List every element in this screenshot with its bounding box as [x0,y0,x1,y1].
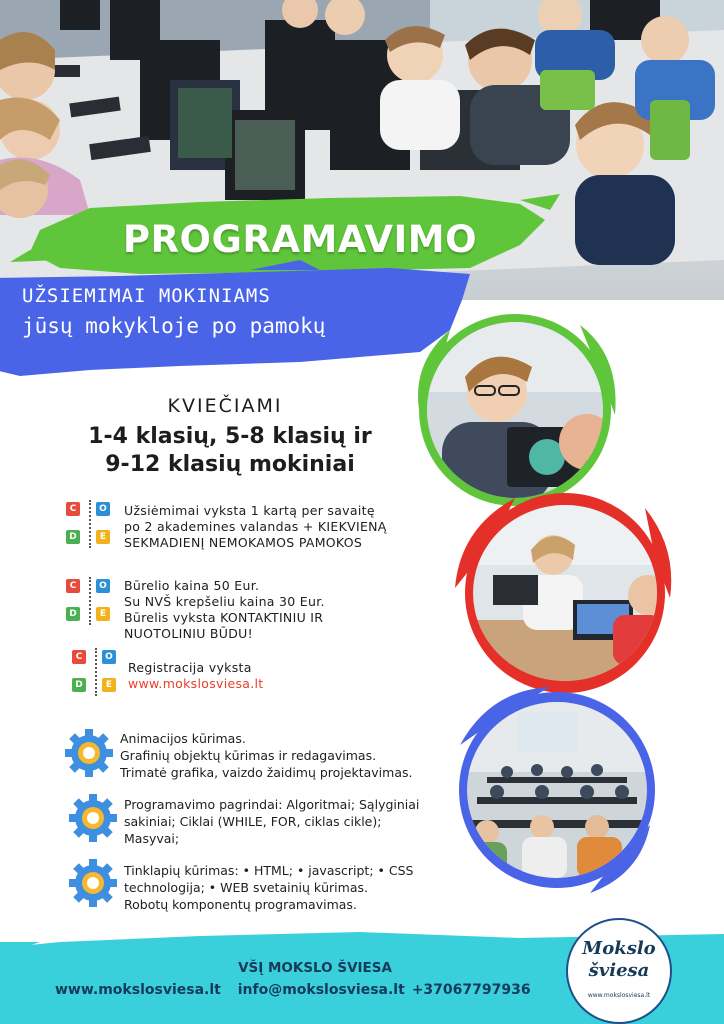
schedule-line: po 2 akademines valandas + KIEKVIENĄ [124,519,387,534]
logo-text-line2: šviesa [588,960,650,981]
code-letter-block-e: E [96,607,110,621]
code-letter-block-c: C [66,579,80,593]
topic-line: technologija; • WEB svetainių kūrimas. [124,880,368,895]
code-letter-block-d: D [66,530,80,544]
code-letter-block-e: E [96,530,110,544]
contact-line [55,982,555,998]
registration-label: Registracija vyksta [128,660,252,675]
topic-line: Robotų komponentų programavimas. [124,897,357,912]
code-letter-block-o: O [96,579,110,593]
code-letter-block-c: C [72,650,86,664]
topic-programming-basics [124,796,454,847]
price-line: NUOTOLINIU BŪDU! [124,626,253,641]
topic-animation [120,730,450,781]
banner-subtitle-line2: jūsų mokykloje po pamokų [22,314,326,338]
photo-boy-laptop [427,322,603,498]
banner-subtitle-line1: UŽSIEMIMAI MOKINIAMS [22,285,271,307]
price-line: Su NVŠ krepšeliu kaina 30 Eur. [124,594,325,609]
photo-girls-laptops [473,505,657,681]
code-letter-block-d: D [72,678,86,692]
logo-text-line1: Mokslo [582,938,656,959]
code-blocks-icon [72,648,120,696]
invite-classes-line1: 1-4 klasių, 5-8 klasių ir [88,424,372,449]
photo-computer-classroom [467,702,647,878]
organization-name: VŠĮ MOKSLO ŠVIESA [238,960,392,976]
code-letter-block-e: E [102,678,116,692]
code-blocks-icon [66,500,114,548]
gear-icon [68,858,118,908]
topic-line: sakiniai; Ciklai (WHILE, FOR, ciklas cikle); [124,814,382,829]
price-line: Būrelio kaina 50 Eur. [124,578,260,593]
code-letter-block-d: D [66,607,80,621]
price-info [124,578,444,642]
topic-line: Programavimo pagrindai: Algoritmai; Sąlyginiai [124,797,420,812]
topic-web-development [124,862,454,913]
price-line: Būrelis vyksta KONTAKTINIU IR [124,610,324,625]
code-letter-block-c: C [66,502,80,516]
schedule-line: Užsiėmimai vyksta 1 kartą per savaitę [124,503,375,518]
invite-heading: KVIEČIAMI [167,395,283,417]
gear-icon [64,728,114,778]
topic-line: Tinklapių kūrimas: • HTML; • javascript; • CSS [124,863,414,878]
gear-icon [68,793,118,843]
topic-line: Grafinių objektų kūrimas ir redagavimas. [120,748,377,763]
invite-classes-line2: 9-12 klasių mokiniai [105,452,355,477]
code-letter-block-o: O [102,650,116,664]
mokslo-sviesa-logo [566,918,672,1024]
topic-line: Animacijos kūrimas. [120,731,246,746]
logo-url: www.mokslosviesa.lt [587,992,651,999]
registration-info [128,660,428,692]
schedule-info [124,503,454,551]
code-letter-block-o: O [96,502,110,516]
code-blocks-icon [66,577,114,625]
footer-phone: +37067797936 [411,982,531,998]
registration-link[interactable]: www.mokslosviesa.lt [128,676,264,691]
banner-title: PROGRAMAVIMO [122,218,478,261]
topic-line: Masyvai; [124,831,180,846]
footer-website-link[interactable]: www.mokslosviesa.lt [55,982,221,998]
topic-line: Trimatė grafika, vaizdo žaidimų projektavimas. [120,765,413,780]
footer-email-link[interactable]: info@mokslosviesa.lt [237,982,405,998]
schedule-line: SEKMADIENĮ NEMOKAMOS PAMOKOS [124,535,363,550]
